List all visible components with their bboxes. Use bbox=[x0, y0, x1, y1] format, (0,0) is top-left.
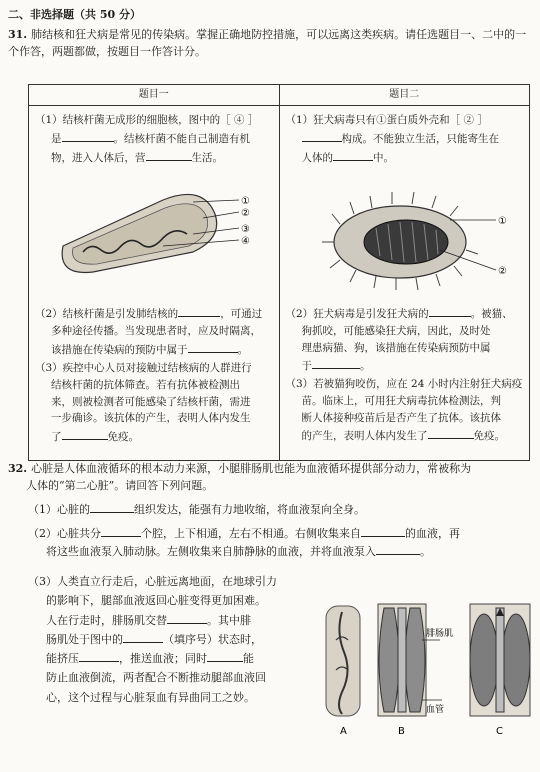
answer-blank[interactable] bbox=[178, 304, 220, 317]
rabies-virus-figure bbox=[310, 184, 520, 294]
question-31-text: 肺结核和狂犬病是常见的传染病。掌握正确地防控措施，可以远离这类疾病。请任选题目一、二中的一个作答，两题都做，按题目一作答计分。 bbox=[8, 28, 527, 59]
answer-blank[interactable] bbox=[312, 356, 360, 369]
question-31-number: 31. bbox=[8, 28, 28, 41]
muscle-label: 腓肠肌 bbox=[426, 629, 454, 639]
panel-b-shape bbox=[378, 604, 426, 716]
answer-blank[interactable] bbox=[428, 426, 474, 439]
fig-letter-a: A bbox=[340, 726, 347, 737]
answer-blank[interactable] bbox=[167, 611, 207, 624]
options-table bbox=[28, 84, 530, 461]
topic2-cell bbox=[279, 106, 530, 461]
t1-q2: （2）结核杆菌是引发肺结核的 ，可通过 多种途径传播。当发现患者时，应及时隔离， 该措施在传染病的预防中属于 。 bbox=[35, 304, 273, 358]
answer-blank[interactable] bbox=[79, 649, 119, 662]
fig-label: ① bbox=[497, 216, 507, 227]
q32-part3: （3）人类直立行走后，心脏远离地面，在地球引力 的影响下，腿部血液返回心脏变得更加困难。 人在行走时，腓肠肌交替 。其中腓 肠肌处于图中的 （填序号）状态时， 能挤压 ，推送血液；同时 能 防止血液倒流，两者配合不断推动腿部血液回 心，这个过程与心脏泵血有异曲同工之妙。 bbox=[28, 575, 277, 704]
answer-blank[interactable] bbox=[62, 129, 114, 142]
t1-q1: （1）结核杆菌无成形的细胞核，图中的［ ④ ］ 是 。结核杆菌不能自己制造有机 物，进入人体后，营 生活。 bbox=[35, 114, 259, 164]
answer-blank[interactable] bbox=[429, 304, 471, 317]
fig-label: ③ bbox=[241, 224, 250, 235]
calf-muscle-figure bbox=[322, 600, 534, 740]
genetic-material-shape bbox=[364, 220, 448, 264]
fig-letter-b: B bbox=[398, 726, 405, 737]
t2-q1: （1）狂犬病毒只有①蛋白质外壳和［ ② ］ 构成。不能独立生活，只能寄生在 人体的 中。 bbox=[285, 114, 499, 164]
q32-part2: （2）心脏共分 个腔，上下相通，左右不相通。右侧收集来自 的血液，再 将这些血液泵入肺动脉。左侧收集来自肺静脉的血液，并将血液泵入 。 bbox=[28, 524, 528, 560]
answer-blank[interactable] bbox=[361, 524, 405, 537]
q32-part1: （1）心脏的 组织发达，能强有力地收缩，将血液泵向全身。 bbox=[28, 500, 528, 518]
answer-blank[interactable] bbox=[188, 340, 238, 353]
answer-blank[interactable] bbox=[62, 427, 108, 440]
topic1-cell bbox=[29, 106, 280, 461]
answer-blank[interactable] bbox=[207, 649, 243, 662]
col2-header: 题目二 bbox=[279, 85, 530, 106]
fig-letter-c: C bbox=[496, 726, 503, 737]
t1-q3: （3）疾控中心人员对接触过结核病的人群进行 结核杆菌的抗体筛查。若有抗体被检测出 来，则被检测者可能感染了结核杆菌，需进 一步确诊。该抗体的产生，表明人体内发生 了 免疫。 bbox=[35, 362, 252, 444]
fig-label: ② bbox=[497, 266, 507, 277]
section-title: 二、非选择题（共 50 分） bbox=[8, 8, 141, 21]
question-31-intro bbox=[8, 26, 530, 60]
col1-header: 题目一 bbox=[29, 85, 280, 106]
tb-bacterium-figure bbox=[43, 176, 273, 276]
answer-blank[interactable] bbox=[146, 148, 192, 161]
answer-blank[interactable] bbox=[302, 129, 342, 142]
answer-blank[interactable] bbox=[101, 524, 141, 537]
fig-label: ② bbox=[241, 208, 250, 219]
answer-blank[interactable] bbox=[123, 630, 163, 643]
panel-c-shape bbox=[470, 604, 530, 716]
answer-blank[interactable] bbox=[90, 500, 134, 513]
leg-a-shape bbox=[326, 606, 360, 716]
question-32-number: 32. bbox=[8, 462, 28, 475]
t2-q2: （2）狂犬病毒是引发狂犬病的 。被猫、 狗抓咬，可能感染狂犬病，因此，及时处 理患病猫、狗，该措施在传染病预防中属 于 。 bbox=[286, 304, 524, 375]
fig-label: ① bbox=[241, 196, 250, 207]
vessel-label: 血管 bbox=[426, 705, 445, 715]
answer-blank[interactable] bbox=[376, 542, 420, 555]
question-32-intro: 32. 心脏是人体血液循环的根本动力来源，小腿腓肠肌也能为血液循环提供部分动力，常被称为 人体的“第二心脏”。请回答下列问题。 bbox=[8, 462, 472, 493]
answer-blank[interactable] bbox=[333, 148, 373, 161]
t2-q3: （3）若被猫狗咬伤，应在 24 小时内注射狂犬病疫 苗。临床上，可用狂犬病毒抗体检测法，判 断人体接种疫苗后是否产生了抗体。该抗体 的产生，表明人体内发生了 免疫。 bbox=[285, 378, 523, 443]
fig-label: ④ bbox=[241, 236, 250, 247]
